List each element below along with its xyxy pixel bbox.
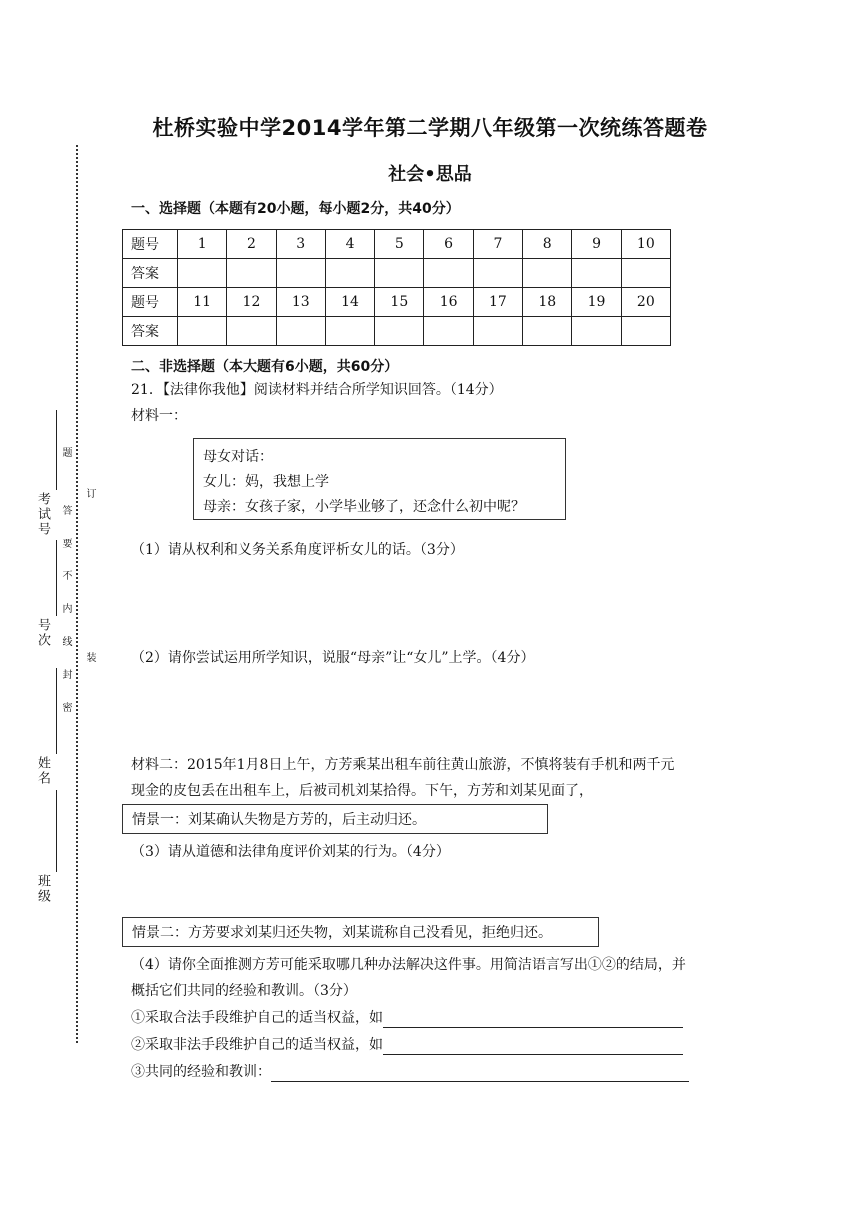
row-label: 题号 (123, 230, 178, 259)
margin-char: 订 (84, 488, 95, 501)
answer-cell[interactable] (523, 259, 572, 288)
answer-cell[interactable] (473, 259, 522, 288)
exam-number-label: 考试号 (35, 492, 50, 537)
fill-item-3-label: ③共同的经验和教训： (131, 1064, 271, 1080)
margin-char: 内 (60, 603, 71, 616)
answer-cell[interactable] (325, 317, 374, 346)
question-number: 7 (473, 230, 522, 259)
question-number: 4 (325, 230, 374, 259)
question-number: 17 (473, 288, 522, 317)
seat-number-blank[interactable] (56, 540, 57, 616)
question-number: 13 (276, 288, 325, 317)
answer-cell[interactable] (375, 259, 424, 288)
answer-cell[interactable] (227, 259, 276, 288)
dialogue-line: 母女对话： (203, 449, 273, 465)
question-number: 8 (523, 230, 572, 259)
scene1-box (122, 804, 548, 834)
margin-char: 不 (60, 570, 71, 583)
answer-cell[interactable] (621, 259, 670, 288)
question-21-2: （2）请你尝试运用所学知识，说服“母亲”让“女儿”上学。（4分） (131, 650, 535, 666)
question-21-title: 21．【法律你我他】阅读材料并结合所学知识回答。（14分） (131, 382, 503, 398)
answer-cell[interactable] (325, 259, 374, 288)
fill-item-1 (131, 1008, 683, 1028)
margin-char: 装 (84, 652, 95, 665)
answer-cell[interactable] (178, 259, 227, 288)
answer-cell[interactable] (473, 317, 522, 346)
fill-item-3 (131, 1062, 689, 1082)
answer-cell[interactable] (178, 317, 227, 346)
question-number: 15 (375, 288, 424, 317)
seat-number-label: 号次 (35, 618, 50, 648)
class-label: 班级 (35, 874, 50, 904)
material1-dialogue-box (193, 438, 566, 520)
scene2-box (122, 917, 599, 947)
material2-line-1: 材料二：2015年1月8日上午，方芳乘某出租车前往黄山旅游，不慎将装有手机和两千元 (131, 757, 675, 773)
page-title: 杜桥实验中学2014学年第二学期八年级第一次统练答题卷 (152, 116, 708, 140)
answer-cell[interactable] (424, 259, 473, 288)
question-number: 12 (227, 288, 276, 317)
question-number: 10 (621, 230, 670, 259)
fill-item-1-blank[interactable] (383, 1011, 683, 1028)
table-row (123, 230, 671, 259)
dialogue-line: 女儿：妈，我想上学 (203, 474, 329, 490)
answer-cell[interactable] (276, 317, 325, 346)
margin-char: 线 (60, 636, 71, 649)
question-number: 5 (375, 230, 424, 259)
question-21-1: （1）请从权利和义务关系角度评析女儿的话。（3分） (131, 542, 464, 558)
margin-char: 封 (60, 669, 71, 682)
question-21-3: （3）请从道德和法律角度评价刘某的行为。（4分） (131, 844, 450, 860)
margin-char: 答 (60, 505, 71, 518)
margin-char: 要 (60, 538, 71, 551)
answer-cell[interactable] (424, 317, 473, 346)
answer-cell[interactable] (572, 259, 621, 288)
fill-item-3-blank[interactable] (271, 1065, 689, 1082)
name-blank[interactable] (56, 668, 57, 754)
question-number: 18 (523, 288, 572, 317)
fill-item-1-label: ①采取合法手段维护自己的适当权益，如 (131, 1010, 383, 1026)
binding-dotted-line (76, 145, 78, 1043)
fill-item-2 (131, 1035, 683, 1055)
material1-label: 材料一： (131, 408, 187, 424)
question-number: 20 (621, 288, 670, 317)
table-row (123, 259, 671, 288)
margin-char: 题 (60, 447, 71, 460)
answer-cell[interactable] (572, 317, 621, 346)
material2-line-2: 现金的皮包丢在出租车上，后被司机刘某拾得。下午，方芳和刘某见面了， (131, 783, 593, 799)
answer-cell[interactable] (276, 259, 325, 288)
name-label: 姓名 (35, 756, 50, 786)
answer-cell[interactable] (621, 317, 670, 346)
scene1-text: 情景一：刘某确认失物是方芳的，后主动归还。 (132, 812, 426, 828)
scene2-text: 情景二：方芳要求刘某归还失物，刘某谎称自己没看见，拒绝归还。 (132, 925, 552, 941)
question-number: 9 (572, 230, 621, 259)
question-number: 16 (424, 288, 473, 317)
row-label: 题号 (123, 288, 178, 317)
question-number: 11 (178, 288, 227, 317)
question-21-4-line1: （4）请你全面推测方芳可能采取哪几种办法解决这件事。用简洁语言写出①②的结局，并 (131, 957, 686, 973)
section1-heading: 一、选择题（本题有20小题，每小题2分，共40分） (131, 201, 460, 217)
question-number: 1 (178, 230, 227, 259)
question-number: 14 (325, 288, 374, 317)
row-label: 答案 (123, 259, 178, 288)
margin-char: 密 (60, 702, 71, 715)
table-row (123, 288, 671, 317)
question-number: 19 (572, 288, 621, 317)
answer-grid (122, 229, 671, 346)
question-number: 2 (227, 230, 276, 259)
question-number: 3 (276, 230, 325, 259)
table-row (123, 317, 671, 346)
row-label: 答案 (123, 317, 178, 346)
fill-item-2-blank[interactable] (383, 1038, 683, 1055)
answer-cell[interactable] (375, 317, 424, 346)
page-subtitle: 社会•思品 (388, 164, 472, 185)
exam-number-blank[interactable] (56, 410, 57, 490)
fill-item-2-label: ②采取非法手段维护自己的适当权益，如 (131, 1037, 383, 1053)
answer-cell[interactable] (523, 317, 572, 346)
answer-cell[interactable] (227, 317, 276, 346)
class-blank[interactable] (56, 790, 57, 872)
section2-heading: 二、非选择题（本大题有6小题，共60分） (131, 359, 399, 375)
question-number: 6 (424, 230, 473, 259)
dialogue-line: 母亲：女孩子家，小学毕业够了，还念什么初中呢？ (203, 499, 525, 515)
question-21-4-line2: 概括它们共同的经验和教训。（3分） (131, 983, 357, 999)
